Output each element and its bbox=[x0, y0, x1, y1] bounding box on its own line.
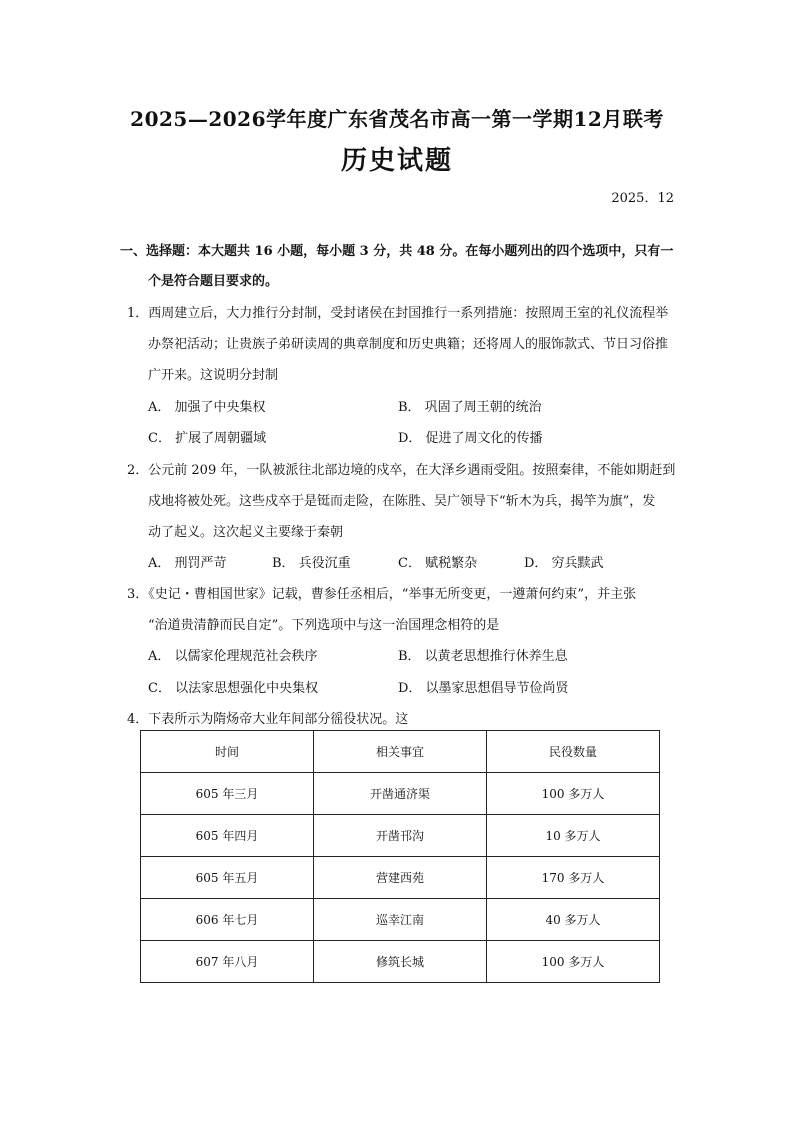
q2-line-1: 2．公元前 209 年，一队被派往北部边境的戍卒，在大泽乡遇雨受阻。按照秦律，不能如期赶到 bbox=[127, 463, 676, 478]
header-time: 时间 bbox=[141, 731, 314, 773]
header-labor-count: 民役数量 bbox=[487, 731, 660, 773]
cell-time: 605 年四月 bbox=[141, 815, 314, 857]
table-header-row bbox=[141, 731, 660, 773]
q1-option-b: B． 巩固了周王朝的统治 bbox=[398, 400, 542, 415]
q2-option-c: C． 赋税繁杂 bbox=[398, 556, 478, 571]
exam-title: 2025—2026学年度广东省茂名市高一第一学期12月联考 bbox=[130, 107, 664, 131]
cell-matter: 营建西苑 bbox=[314, 857, 487, 899]
q2-line-3: 动了起义。这次起义主要缘于秦朝 bbox=[148, 525, 344, 540]
header-matter: 相关事宜 bbox=[314, 731, 487, 773]
cell-matter: 开凿通济渠 bbox=[314, 773, 487, 815]
q1-line-1: 1．西周建立后，大力推行分封制，受封诸侯在封国推行一系列措施：按照周王室的礼仪流程举 bbox=[127, 306, 669, 321]
table-row bbox=[141, 815, 660, 857]
q1-option-a: A． 加强了中央集权 bbox=[148, 400, 266, 415]
cell-time: 606 年七月 bbox=[141, 899, 314, 941]
cell-matter: 开凿邗沟 bbox=[314, 815, 487, 857]
table-row bbox=[141, 899, 660, 941]
cell-labor-count: 40 多万人 bbox=[487, 899, 660, 941]
section-heading-line-1: 一、选择题：本大题共 16 小题，每小题 3 分，共 48 分。在每小题列出的四个选项中，只有一 bbox=[120, 244, 674, 259]
table-row bbox=[141, 773, 660, 815]
q3-option-b: B． 以黄老思想推行休养生息 bbox=[398, 649, 568, 664]
q3-option-d: D． 以墨家思想倡导节俭尚贤 bbox=[398, 681, 569, 696]
table-row bbox=[141, 941, 660, 983]
q3-line-1: 3．《史记・曹相国世家》记载，曹参任丞相后，“举事无所变更，一遵萧何约束”，并主张 bbox=[127, 587, 637, 602]
q1-line-3: 广开来。这说明分封制 bbox=[148, 368, 279, 383]
q1-option-d: D． 促进了周文化的传播 bbox=[398, 431, 543, 446]
exam-subject: 历史试题 bbox=[340, 146, 453, 176]
q1-option-c: C． 扩展了周朝疆域 bbox=[148, 431, 267, 446]
exam-date: 2025．12 bbox=[611, 191, 674, 206]
q1-line-2: 办祭祀活动；让贵族子弟研读周的典章制度和历史典籍；还将周人的服饰款式、节日习俗推 bbox=[148, 337, 669, 352]
corvee-table bbox=[140, 730, 660, 983]
q4-line-1: 4．下表所示为隋炀帝大业年间部分徭役状况。这 bbox=[127, 712, 409, 727]
q2-option-b: B． 兵役沉重 bbox=[272, 556, 351, 571]
q3-line-2: “治道贵清静而民自定”。下列选项中与这一治国理念相符的是 bbox=[148, 618, 500, 633]
cell-time: 605 年三月 bbox=[141, 773, 314, 815]
cell-labor-count: 10 多万人 bbox=[487, 815, 660, 857]
cell-time: 605 年五月 bbox=[141, 857, 314, 899]
q3-option-c: C． 以法家思想强化中央集权 bbox=[148, 681, 319, 696]
section-heading-line-2: 个是符合题目要求的。 bbox=[148, 274, 279, 289]
q2-option-d: D． 穷兵黩武 bbox=[524, 556, 604, 571]
cell-matter: 修筑长城 bbox=[314, 941, 487, 983]
q2-option-a: A． 刑罚严苛 bbox=[148, 556, 227, 571]
cell-labor-count: 100 多万人 bbox=[487, 773, 660, 815]
q3-option-a: A． 以儒家伦理规范社会秩序 bbox=[148, 649, 318, 664]
cell-labor-count: 100 多万人 bbox=[487, 941, 660, 983]
table-row bbox=[141, 857, 660, 899]
cell-matter: 巡幸江南 bbox=[314, 899, 487, 941]
q2-line-2: 戍地将被处死。这些戍卒于是铤而走险，在陈胜、吴广领导下“斩木为兵，揭竿为旗”，发 bbox=[148, 494, 656, 509]
cell-time: 607 年八月 bbox=[141, 941, 314, 983]
cell-labor-count: 170 多万人 bbox=[487, 857, 660, 899]
